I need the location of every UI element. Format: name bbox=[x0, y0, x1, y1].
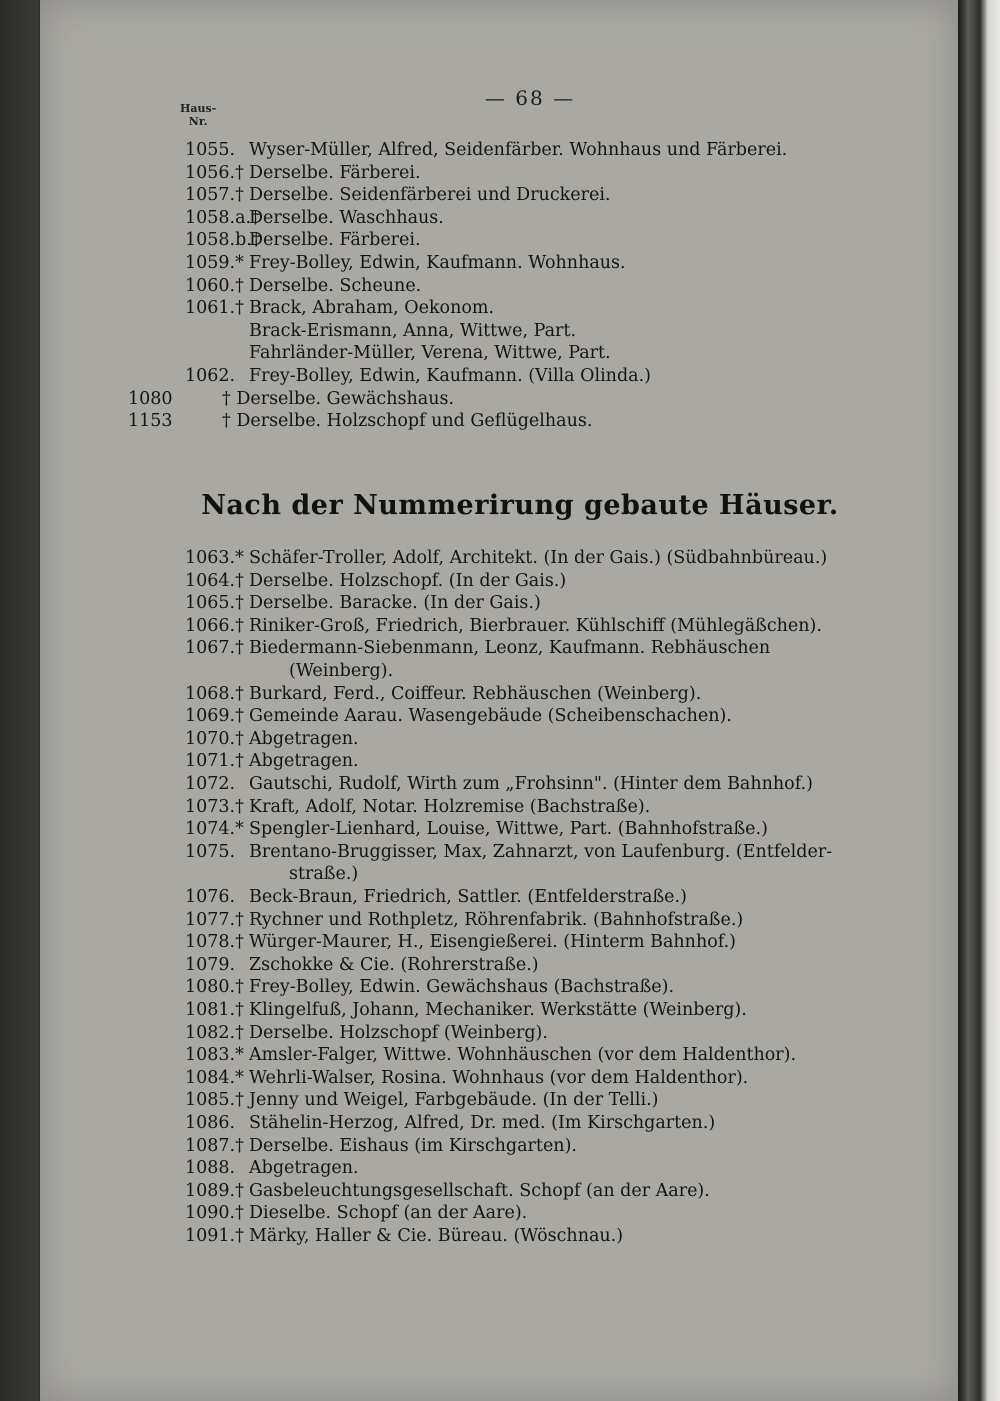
house-number: 1064.† bbox=[185, 570, 244, 591]
entry-text: Fahrländer-Müller, Verena, Wittwe, Part. bbox=[249, 343, 611, 364]
entry-text: Schäfer-Troller, Adolf, Architekt. (In der Gais.) (Südbahnbüreau.) bbox=[249, 548, 828, 568]
house-number: 1070.† bbox=[185, 728, 244, 749]
house-number: 1058.a.† bbox=[185, 207, 260, 228]
house-number: 1082.† bbox=[185, 1022, 244, 1043]
house-number: 1075. bbox=[185, 841, 236, 862]
page-edge bbox=[958, 0, 1000, 1401]
entry-text: Amsler-Falger, Wittwe. Wohnhäuschen (vor dem Haldenthor). bbox=[249, 1045, 797, 1066]
column-header bbox=[180, 102, 216, 128]
entry-text: Frey-Bolley, Edwin, Kaufmann. (Villa Olinda.) bbox=[249, 366, 651, 386]
entry-text: Abgetragen. bbox=[249, 751, 359, 772]
house-number: 1055. bbox=[185, 140, 236, 160]
entry-text: Derselbe. Holzschopf. (In der Gais.) bbox=[249, 570, 567, 591]
house-number: 1078.† bbox=[185, 932, 244, 953]
entry-text: Dieselbe. Schopf (an der Aare). bbox=[249, 1203, 528, 1224]
entry-text: Brentano-Bruggisser, Max, Zahnarzt, von Laufenburg. (Entfelder- bbox=[249, 841, 833, 862]
entry-text: Gasbeleuchtungsgesellschaft. Schopf (an der Aare). bbox=[249, 1180, 710, 1201]
entry-text: Stähelin-Herzog, Alfred, Dr. med. (Im Kirschgarten.) bbox=[249, 1113, 716, 1133]
house-number: 1091.† bbox=[185, 1226, 244, 1246]
entry-text: Zschokke & Cie. (Rohrerstraße.) bbox=[249, 954, 539, 975]
entry-text: Brack, Abraham, Oekonom. bbox=[249, 298, 495, 319]
house-number: 1081.† bbox=[185, 1000, 244, 1020]
house-number: 1071.† bbox=[185, 751, 244, 772]
entry-text: Märky, Haller & Cie. Büreau. (Wöschnau.) bbox=[249, 1226, 624, 1246]
entry-text: † Derselbe. Holzschopf und Geflügelhaus. bbox=[222, 411, 593, 432]
house-number: 1084.* bbox=[185, 1067, 244, 1088]
entry-text: Gemeinde Aarau. Wasengebäude (Scheibenschachen). bbox=[249, 706, 732, 727]
house-number: 1074.* bbox=[185, 819, 244, 840]
entry-reference: 1153 bbox=[128, 411, 173, 432]
house-number: 1080.† bbox=[185, 977, 244, 998]
entry-text: Derselbe. Baracke. (In der Gais.) bbox=[249, 593, 541, 614]
house-number: 1060.† bbox=[185, 275, 244, 296]
house-number: 1083.* bbox=[185, 1045, 244, 1066]
entry-text: Derselbe. Waschhaus. bbox=[249, 207, 444, 228]
column-header-label: Haus- Nr. bbox=[180, 102, 217, 128]
house-number: 1063.* bbox=[185, 548, 244, 568]
house-number: 1062. bbox=[185, 366, 236, 386]
entry-reference: 1080 bbox=[128, 388, 173, 409]
entry-text: Wyser-Müller, Alfred, Seidenfärber. Wohnhaus und Färberei. bbox=[249, 140, 788, 160]
house-number: 1073.† bbox=[185, 796, 244, 817]
entry-text: Klingelfuß, Johann, Mechaniker. Werkstätte (Weinberg). bbox=[249, 1000, 747, 1020]
entry-text: Riniker-Groß, Friedrich, Bierbrauer. Kühlschiff (Mühlegäßchen). bbox=[249, 615, 822, 636]
entry-text: Abgetragen. bbox=[249, 728, 359, 749]
house-number: 1058.b.† bbox=[185, 230, 261, 251]
house-number: 1056.† bbox=[185, 162, 244, 183]
entry-text: Abgetragen. bbox=[249, 1158, 359, 1179]
entry-text: Biedermann-Siebenmann, Leonz, Kaufmann. Rebhäuschen bbox=[249, 638, 771, 659]
house-number: 1076. bbox=[185, 887, 236, 907]
entry-text: Rychner und Rothpletz, Röhrenfabrik. (Bahnhofstraße.) bbox=[249, 909, 744, 930]
house-number: 1077.† bbox=[185, 909, 244, 930]
entry-text: Derselbe. Eishaus (im Kirschgarten). bbox=[249, 1135, 577, 1156]
house-number: 1057.† bbox=[185, 185, 244, 206]
entry-text: Derselbe. Holzschopf (Weinberg). bbox=[249, 1022, 548, 1043]
entry-text: Beck-Braun, Friedrich, Sattler. (Entfelderstraße.) bbox=[249, 887, 687, 907]
house-number: 1059.* bbox=[185, 253, 244, 273]
entry-text: Derselbe. Scheune. bbox=[249, 275, 422, 296]
entry-text: straße.) bbox=[289, 864, 359, 885]
house-number: 1065.† bbox=[185, 593, 244, 614]
house-number: 1072. bbox=[185, 774, 236, 794]
entry-text: Gautschi, Rudolf, Wirth zum „Frohsinn". (Hinter dem Bahnhof.) bbox=[249, 774, 813, 794]
entry-text: Wehrli-Walser, Rosina. Wohnhaus (vor dem Haldenthor). bbox=[249, 1067, 749, 1088]
house-number: 1061.† bbox=[185, 298, 244, 319]
entry-text: Frey-Bolley, Edwin, Kaufmann. Wohnhaus. bbox=[249, 253, 626, 273]
entry-text: Burkard, Ferd., Coiffeur. Rebhäuschen (Weinberg). bbox=[249, 683, 702, 704]
page-number: — 68 — bbox=[484, 86, 576, 110]
entry-text: Derselbe. Färberei. bbox=[249, 230, 421, 251]
house-number: 1089.† bbox=[185, 1180, 244, 1201]
house-number: 1085.† bbox=[185, 1090, 244, 1111]
entry-text: Derselbe. Seidenfärberei und Druckerei. bbox=[249, 185, 611, 206]
section-title: Nach der Nummerirung gebaute Häuser. bbox=[201, 490, 839, 521]
house-number: 1068.† bbox=[185, 683, 244, 704]
entry-text: Würger-Maurer, H., Eisengießerei. (Hinterm Bahnhof.) bbox=[249, 932, 736, 953]
house-number: 1066.† bbox=[185, 615, 244, 636]
entry-text: † Derselbe. Gewächshaus. bbox=[222, 388, 455, 409]
entry-text: Brack-Erismann, Anna, Wittwe, Part. bbox=[249, 320, 577, 341]
house-number: 1088. bbox=[185, 1158, 236, 1179]
entry-text: Spengler-Lienhard, Louise, Wittwe, Part. (Bahnhofstraße.) bbox=[249, 819, 768, 840]
house-number: 1067.† bbox=[185, 638, 244, 659]
house-number: 1079. bbox=[185, 954, 236, 975]
house-number: 1090.† bbox=[185, 1203, 244, 1224]
entry-text: Derselbe. Färberei. bbox=[249, 162, 421, 183]
house-number: 1087.† bbox=[185, 1135, 244, 1156]
entry-text: (Weinberg). bbox=[289, 661, 394, 681]
entry-text: Frey-Bolley, Edwin. Gewächshaus (Bachstraße). bbox=[249, 977, 675, 998]
house-number: 1086. bbox=[185, 1113, 236, 1133]
entry-text: Kraft, Adolf, Notar. Holzremise (Bachstraße). bbox=[249, 796, 651, 817]
entry-text: Jenny und Weigel, Farbgebäude. (In der Telli.) bbox=[249, 1090, 659, 1111]
house-number: 1069.† bbox=[185, 706, 244, 727]
